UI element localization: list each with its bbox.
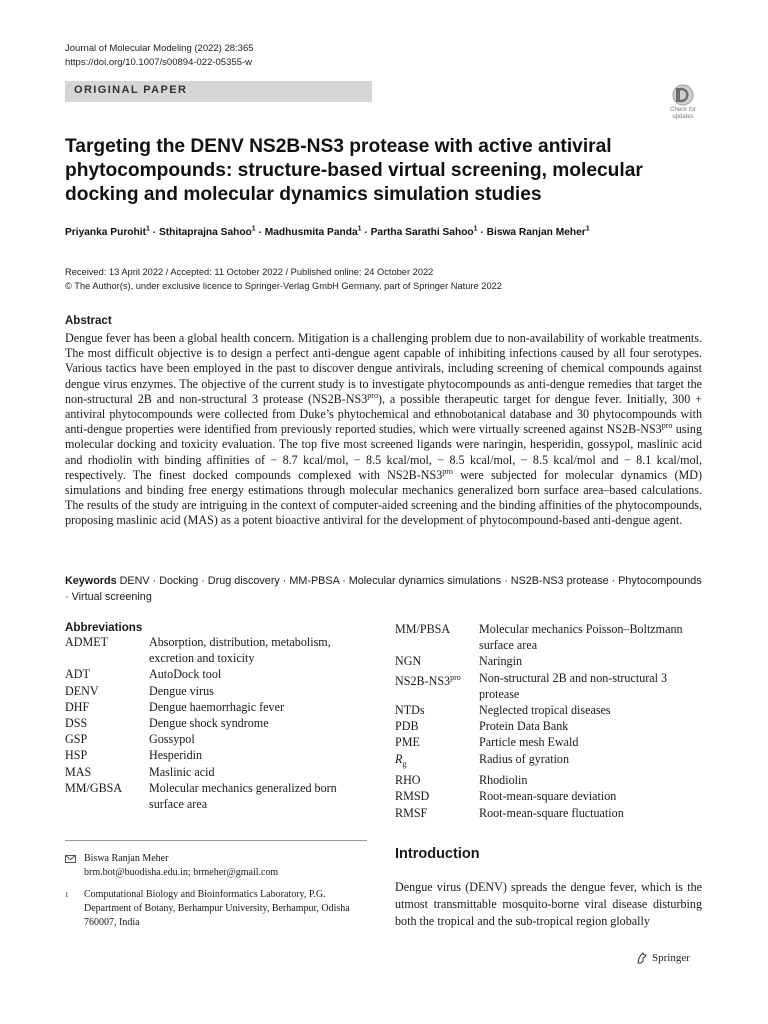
corresponding-author-emails[interactable]: brm.bot@buodisha.edu.in; brmeher@gmail.com [84, 867, 279, 878]
abbreviations-heading: Abbreviations [65, 621, 143, 634]
author-name: Priyanka Purohit [65, 227, 146, 239]
abstract-segment: were subjected for molecular dynamics (MD) simulations and binding free energy estimations through molecular mechanics generalized born surface area–based calculations. The results of the study are intriguing in the context of computer-aided screening and the binding affinities of the phytocompounds, proposing maslinic acid (MAS) as a potent bioactive antiviral for the development of phytocompound-based anti-dengue agent. [65, 467, 702, 528]
abbreviation-definition: Dengue shock syndrome [149, 716, 269, 731]
superscript: pro [367, 390, 378, 400]
abbreviation-row [395, 734, 705, 750]
introduction-heading: Introduction [395, 846, 480, 862]
abbreviation-row [395, 653, 705, 669]
abbreviations-right-column [395, 621, 705, 821]
abstract-segment: using molecular docking and toxicity evaluation. The top five most screened ligands were naringin, hesperidin, gossypol, maslinic acid and rhodiolin with binding affinities of − 8.7 kcal/mol, − 8.5 kcal/mol, − 8.5 kcal/mol, − 8.5 kcal/mol and − 8.1 kcal/mol, respectively. The finest docked compounds complexed with NS2B-NS3 [65, 422, 703, 482]
abbreviation-term-text: R [395, 751, 403, 766]
abbreviation-definition: Naringin [479, 654, 522, 669]
abbreviation-definition: Root-mean-square deviation [479, 789, 617, 804]
copyright-line: © The Author(s), under exclusive licence to Springer-Verlag GmbH Germany, part of Springer Nature 2022 [65, 281, 502, 291]
abbreviation-row [65, 683, 365, 699]
abbreviation-definition: Hesperidin [149, 748, 203, 763]
abbreviation-term: ADMET [65, 635, 108, 649]
paper-title: Targeting the DENV NS2B-NS3 protease with active antiviral phytocompounds: structure-based virtual screening, molecular docking and molecular dynamics simulation studies [65, 136, 643, 205]
author-separator: · [480, 227, 487, 239]
abbreviation-row [395, 751, 705, 773]
abbreviation-term: RHO [395, 773, 421, 788]
abbreviation-row [395, 805, 705, 821]
abbreviation-row [395, 621, 705, 653]
abbreviation-definition: Non-structural 2B and non-structural 3 protease [479, 670, 668, 701]
abbreviation-definition: Particle mesh Ewald [479, 735, 579, 750]
abbreviation-term [395, 670, 479, 702]
author-separator: · [364, 227, 371, 239]
abbreviation-term: DHF [65, 699, 90, 714]
author[interactable] [65, 227, 150, 238]
affiliation-note [65, 888, 365, 930]
check-badge-label [664, 107, 702, 121]
abbreviation-term-text: NS2B-NS3 [395, 673, 451, 688]
author-list [65, 226, 590, 238]
author-name: Biswa Ranjan Meher [486, 227, 586, 239]
abbreviation-definition: Maslinic acid [149, 764, 215, 779]
author-name: Partha Sarathi Sahoo [370, 227, 474, 239]
check-badge-line-2: updates [672, 114, 694, 120]
abbreviation-definition: Gossypol [149, 732, 195, 747]
abstract-segment: Dengue fever has been a global health concern. Mitigation is a challenging problem due to non-availability of workable treatments. The most difficult objective is to design a perfect anti-dengue agent capable of inhibiting infections caused by all four serotypes. Various tactics have been employed in the past to discover dengue antivirals, including screening of chemical compounds against dengue virus enzymes. The objective of the current study is to investigate phytocompounds as anti-dengue remedies that target the non-structural 2B and non-structural 3 protease (NS2B-NS3 [65, 331, 702, 406]
abbreviation-row [395, 788, 705, 804]
abbreviation-row [65, 715, 365, 731]
footnote-divider [65, 840, 367, 841]
abbreviations-left-column [65, 621, 365, 812]
abbreviation-term: GSP [65, 732, 88, 747]
affiliation-text: Computational Biology and Bioinformatics Laboratory, P.G. Department of Botany, Berhampur University, Berhampur, Odisha 760007, India [84, 889, 350, 928]
abbreviation-term: RMSF [395, 805, 428, 820]
subscript: g [402, 759, 407, 769]
author[interactable] [371, 227, 478, 238]
publisher-logo [636, 952, 690, 964]
abstract-text [65, 331, 702, 529]
abbreviation-term: NTDs [395, 703, 425, 718]
author-affiliation-mark: 1 [357, 226, 362, 233]
abbreviation-definition: Root-mean-square fluctuation [479, 805, 624, 820]
abbreviation-term: NGN [395, 654, 422, 669]
abbreviation-term [395, 751, 479, 773]
affiliation-number: 1 [65, 891, 69, 899]
abbreviation-definition: Rhodiolin [479, 773, 528, 788]
author[interactable] [159, 227, 256, 238]
introduction-text: Dengue virus (DENV) spreads the dengue fever, which is the utmost transmittable mosquito-borne viral disease disturbing both the tropical and the sub-tropical region globally [395, 880, 702, 928]
abbreviation-row [65, 666, 365, 682]
abbreviation-term: ADT [65, 667, 90, 682]
publisher-name: Springer [652, 952, 690, 964]
abbreviation-row [65, 731, 365, 747]
abbreviation-definition: Neglected tropical diseases [479, 703, 611, 718]
abbreviation-term: DSS [65, 716, 88, 731]
check-badge-line-1: Check for [670, 107, 696, 113]
superscript: pro [661, 421, 673, 431]
correspondence-note [65, 852, 365, 880]
author-separator: · [258, 227, 265, 239]
envelope-icon [65, 854, 76, 868]
abbreviation-term: PDB [395, 719, 419, 734]
abbreviation-row [65, 699, 365, 715]
doi-link[interactable]: https://doi.org/10.1007/s00894-022-05355-w [65, 57, 252, 68]
abbreviation-definition: Absorption, distribution, metabolism, excretion and toxicity [149, 635, 331, 666]
check-for-updates-icon [664, 83, 702, 107]
article-type-label: ORIGINAL PAPER [74, 84, 188, 96]
author-separator: · [152, 227, 159, 239]
superscript: pro [442, 466, 453, 476]
abbreviation-row [65, 764, 365, 780]
abbreviation-definition: Molecular mechanics Poisson–Boltzmann surface area [479, 622, 683, 653]
abbreviation-term: HSP [65, 748, 88, 763]
author-affiliation-mark: 1 [585, 226, 590, 233]
abbreviation-definition: AutoDock tool [149, 667, 222, 682]
check-for-updates-badge[interactable] [664, 83, 702, 123]
abstract-heading: Abstract [65, 315, 112, 327]
abbreviation-term: DENV [65, 683, 99, 698]
abbreviation-definition: Molecular mechanics generalized born surface area [149, 780, 337, 812]
author-name: Madhusmita Panda [264, 227, 358, 239]
springer-horse-icon [636, 952, 648, 964]
journal-citation [65, 42, 254, 70]
publication-dates [65, 265, 502, 293]
author[interactable] [487, 227, 590, 238]
superscript: pro [450, 672, 461, 682]
abstract-segment: ), a possible therapeutic target for dengue fever. Initially, 300 + antiviral phytocompounds were collected from Duke’s phytochemical and ethnobotanical database and 30 phytocompounds with anti-dengue properties were identified from previously reported studies, which were virtually screened against NS2B-NS3 [65, 391, 702, 437]
abbreviation-term: MM/GBSA [65, 780, 123, 795]
abbreviation-definition: Dengue virus [149, 683, 214, 698]
article-type-banner [65, 81, 372, 102]
correspondence-text [84, 852, 365, 880]
abbreviation-term: MM/PBSA [395, 622, 451, 636]
abbreviation-row [65, 747, 365, 763]
keywords-label: Keywords [65, 575, 117, 587]
abbreviation-row [395, 718, 705, 734]
keywords-text: DENV · Docking · Drug discovery · MM-PBSA · Molecular dynamics simulations · NS2B-NS3 protease · Phytocompounds · Virtual screening [65, 575, 702, 603]
corresponding-author-name: Biswa Ranjan Meher [84, 853, 169, 864]
author-affiliation-mark: 1 [145, 226, 150, 233]
abbreviation-term: MAS [65, 764, 92, 779]
journal-name-line: Journal of Molecular Modeling (2022) 28:365 [65, 43, 254, 54]
keywords [65, 573, 705, 605]
dates-line: Received: 13 April 2022 / Accepted: 11 October 2022 / Published online: 24 October 2022 [65, 267, 434, 277]
author[interactable] [265, 227, 362, 238]
abbreviation-row [65, 634, 365, 666]
abbreviation-row [395, 702, 705, 718]
abbreviation-row [395, 670, 705, 702]
abbreviation-definition: Protein Data Bank [479, 719, 569, 734]
author-affiliation-mark: 1 [251, 226, 256, 233]
abbreviation-row [395, 772, 705, 788]
abbreviation-term: PME [395, 735, 420, 750]
author-name: Sthitaprajna Sahoo [158, 227, 252, 239]
abbreviation-definition: Dengue haemorrhagic fever [149, 699, 284, 714]
abbreviation-definition: Radius of gyration [479, 751, 570, 766]
abbreviation-term: RMSD [395, 789, 430, 804]
abbreviation-row [65, 780, 365, 812]
author-affiliation-mark: 1 [473, 226, 478, 233]
